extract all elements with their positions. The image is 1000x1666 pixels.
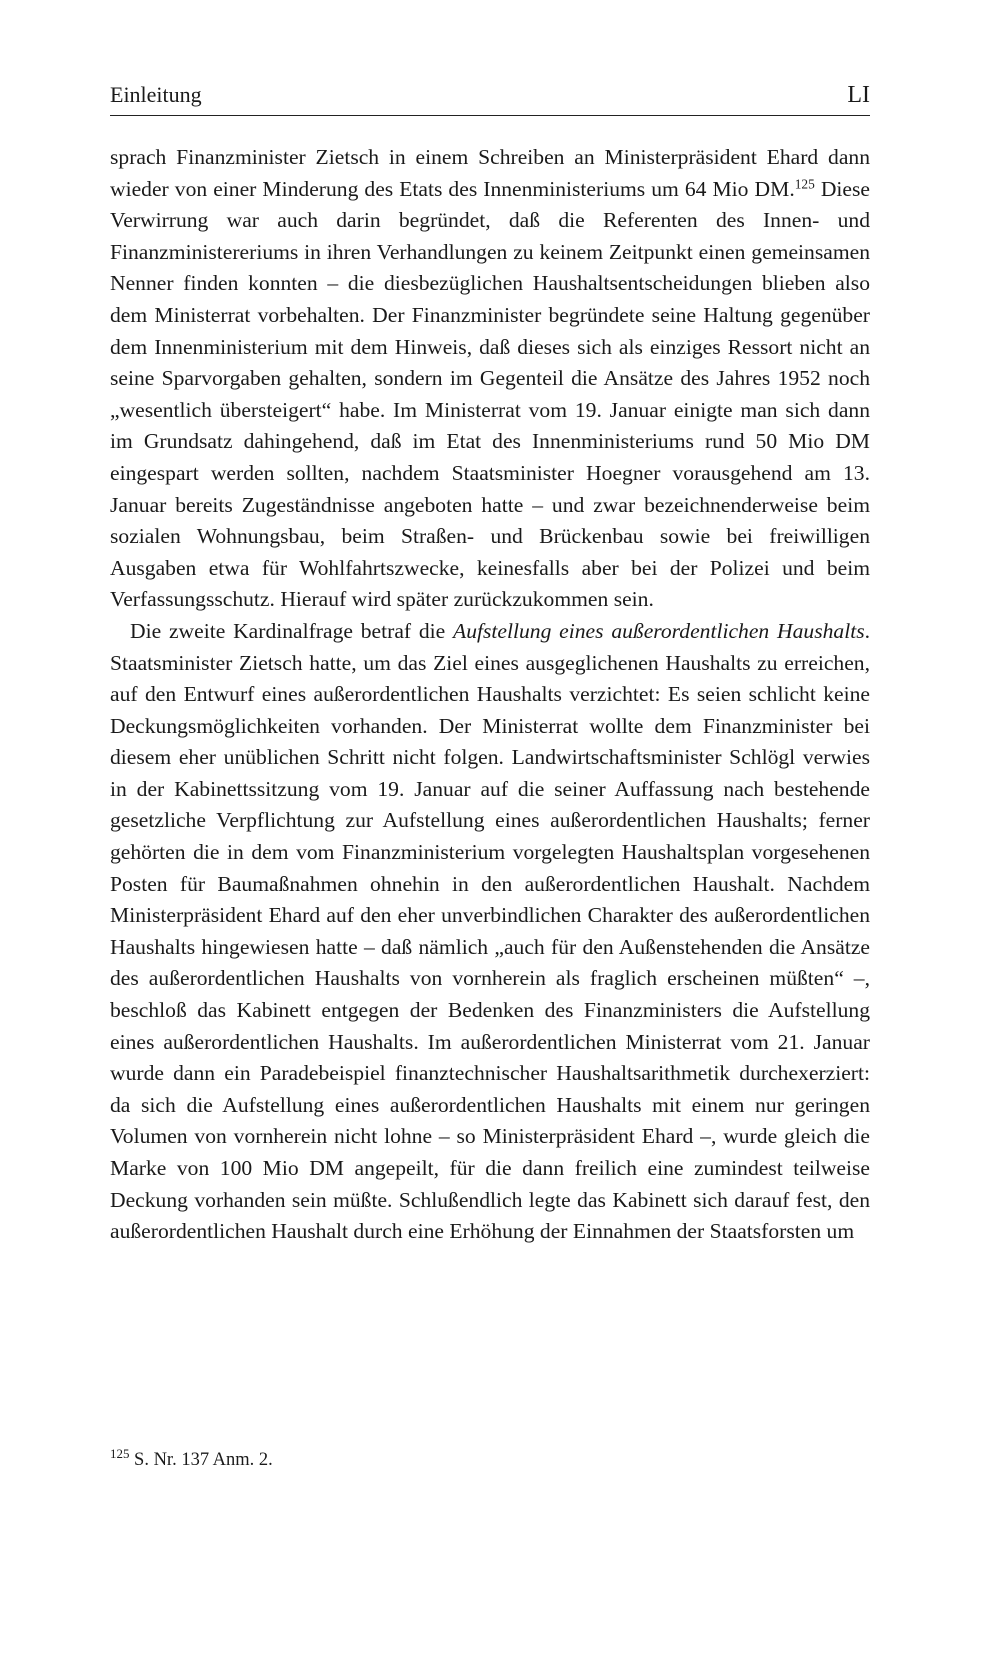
- page: [110, 82, 870, 1248]
- footnote-125: [110, 1445, 870, 1472]
- paragraph-1: [110, 142, 870, 616]
- paragraph-2-text-b: . Staatsminister Zietsch hatte, um das Ziel eines ausgeglichenen Haushalts zu erreichen, auf den Entwurf eines außerordentlichen Haushalts verzichtet: Es seien schlicht keine Deckungsmöglichkeiten vorhanden. Der Ministerrat wollte dem Finanzminister bei diesem eher unüblichen Schritt nicht folgen. Landwirtschaftsminister Schlögl verwies in der Kabinettssitzung vom 19. Januar auf die seiner Auffassung nach bestehende gesetzliche Verpflichtung zur Aufstellung eines außerordentlichen Haushalts; ferner gehörten die in dem vom Finanzministerium vorgelegten Haushaltsplan vorgesehenen Posten für Baumaßnahmen ohnehin in den außerordentlichen Haushalt. Nachdem Ministerpräsident Ehard auf den eher unverbindlichen Charakter des außerordentlichen Haushalts hingewiesen hatte – daß nämlich „auch für den Außenstehenden die Ansätze des außerordentlichen Haushalts von vornherein als fraglich erscheinen müßten“ –, beschloß das Kabinett entgegen der Bedenken des Finanzministers die Aufstellung eines außerordentlichen Haushalts. Im außerordentlichen Ministerrat vom 21. Januar wurde dann ein Paradebeispiel finanztechnischer Haushaltsarithmetik durchexerziert: da sich die Aufstellung eines außerordentlichen Haushalts mit einem nur geringen Volumen von vornherein nicht lohne – so Ministerpräsident Ehard –, wurde gleich die Marke von 100 Mio DM angepeilt, für die dann freilich eine zumindest teilweise Deckung vorhanden sein müßte. Schlußendlich legte das Kabinett sich darauf fest, den außerordentlichen Haushalt durch eine Erhöhung der Einnahmen der Staatsforsten um: [110, 618, 870, 1244]
- paragraph-2-text-a: Die zweite Kardinalfrage betraf die: [130, 618, 454, 643]
- paragraph-1-text-b: Diese Verwirrung war auch darin begründet, daß die Referenten des Innen- und Finanzministereriums in ihren Verhandlungen zu keinem Zeitpunkt einen gemeinsamen Nenner finden konnten – die diesbezüglichen Haushaltsentscheidungen blieben also dem Ministerrat vorbehalten. Der Finanzminister begründete seine Haltung gegenüber dem Innenministerium mit dem Hinweis, daß dieses sich als einziges Ressort nicht an seine Sparvorgaben gehalten, sondern im Gegenteil die Ansätze des Jahres 1952 noch „wesentlich übersteigert“ habe. Im Ministerrat vom 19. Januar einigte man sich dann im Grundsatz dahingehend, daß im Etat des Innenministeriums rund 50 Mio DM eingespart werden sollten, nachdem Staatsminister Hoegner vorausgehend am 13. Januar bereits Zugeständnisse angeboten hatte – und zwar bezeichnenderweise beim sozialen Wohnungsbau, beim Straßen- und Brückenbau sowie bei freiwilligen Ausgaben etwa für Wohlfahrtszwecke, keinesfalls aber bei der Polizei und beim Verfassungsschutz. Hierauf wird später zurückzukommen sein.: [110, 176, 870, 612]
- running-header: [110, 82, 870, 116]
- page-number: LI: [847, 82, 870, 108]
- paragraph-2-emphasis: Aufstellung eines außerordentlichen Haushalts: [453, 618, 865, 643]
- paragraph-2: [110, 616, 870, 1248]
- footnote-text: S. Nr. 137 Anm. 2.: [129, 1450, 273, 1470]
- footnote-number: 125: [110, 1445, 130, 1461]
- section-title: Einleitung: [110, 82, 202, 107]
- body-text: [110, 142, 870, 1248]
- footnote-ref-125[interactable]: 125: [794, 176, 815, 192]
- paragraph-1-text-a: sprach Finanzminister Zietsch in einem Schreiben an Ministerpräsident Ehard dann wieder von einer Minderung des Etats des Innenministeriums um 64 Mio DM.: [110, 145, 870, 201]
